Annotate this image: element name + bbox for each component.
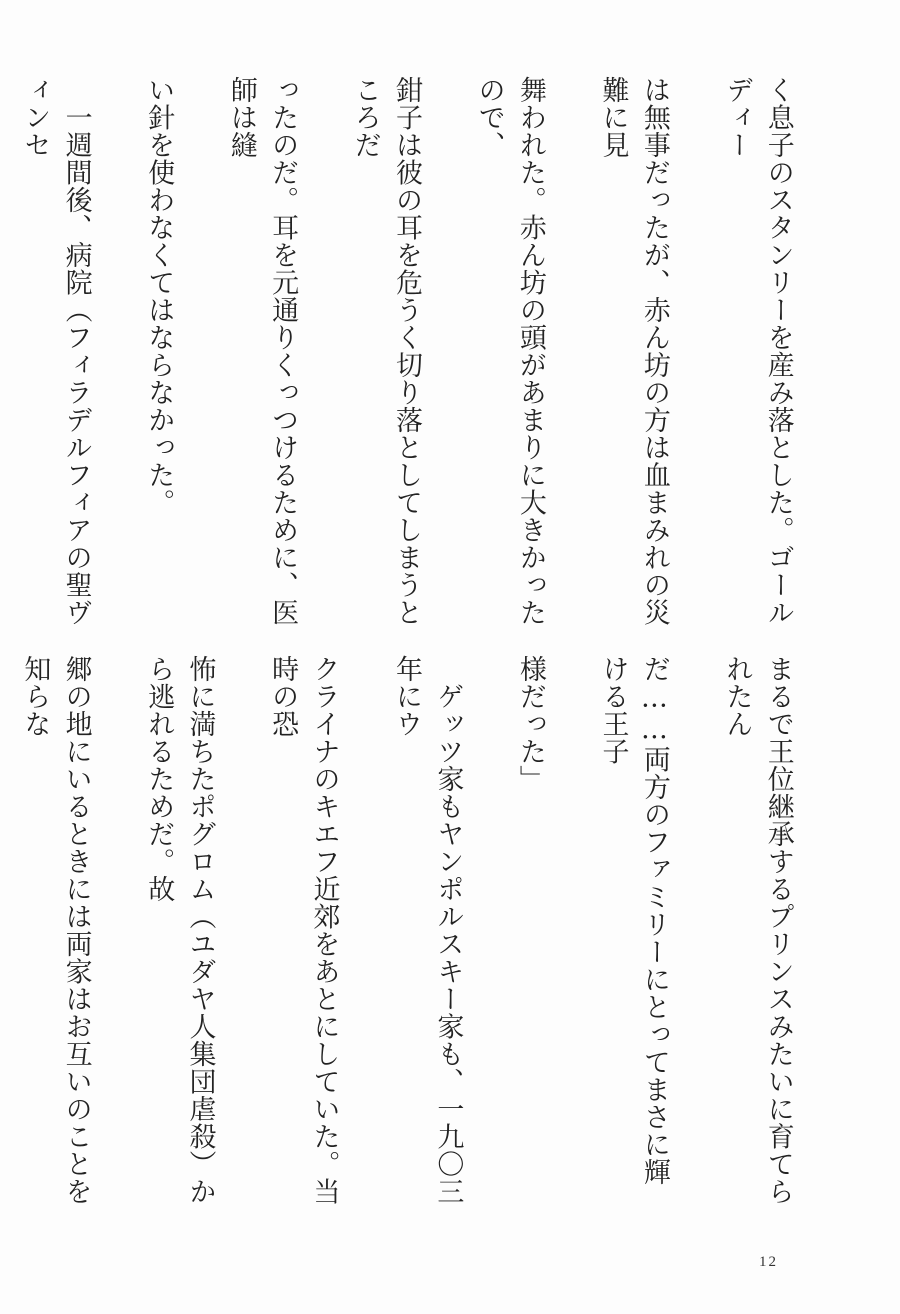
text-line: だ……両方のファミリーにとってまさに輝ける王子: [597, 655, 670, 1186]
text-block-upper: [19, 76, 840, 631]
text-line: クライナのキエフ近郊をあとにしていた。当時の恐: [267, 655, 340, 1205]
text-line: く息子のスタンリーを産み落とした。ゴールディー: [721, 76, 794, 626]
text-line: 怖に満ちたポグロム（ユダヤ人集団虐殺）から逃れるためだ。故: [143, 655, 216, 1205]
page-number: 12: [759, 1254, 778, 1270]
text-block-lower: [19, 655, 840, 1210]
text-line: い針を使わなくてはならなかった。: [143, 76, 175, 516]
text-line: 様だった」: [514, 655, 546, 793]
text-line: 鉗子は彼の耳を危うく切り落としてしまうところだ: [349, 76, 423, 626]
text-line: ゲッツ家もヤンポルスキー家も、一九〇三年にウ: [391, 655, 464, 1205]
text-line: 郷の地にいるときには両家はお互いのことを知らな: [19, 655, 92, 1205]
text-line: 一週間後、病院（フィラデルフィアの聖ヴィンセ: [19, 76, 92, 626]
text-line: 舞われた。赤ん坊の頭があまりに大きかったので、: [473, 76, 546, 626]
text-line: は無事だったが、赤ん坊の方は血まみれの災難に見: [597, 76, 670, 626]
text-line: まるで王位継承するプリンスみたいに育てられたん: [721, 655, 794, 1205]
text-line: ったのだ。耳を元通りくっつけるために、医師は縫: [225, 76, 299, 626]
